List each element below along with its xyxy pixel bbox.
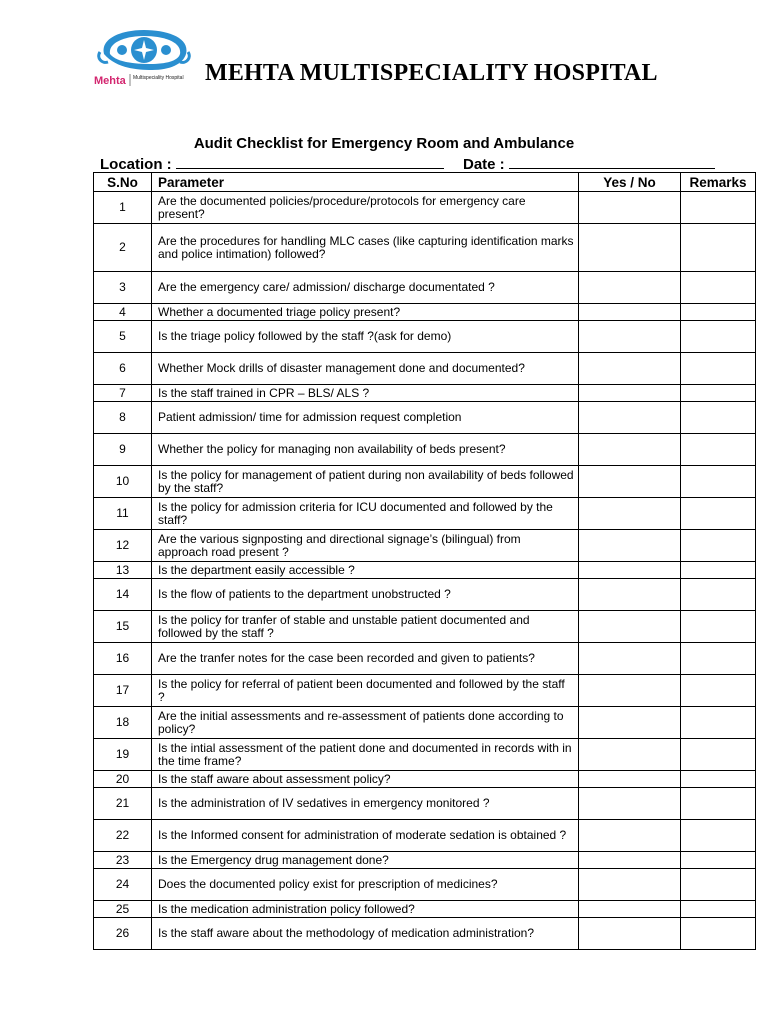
table-row <box>94 643 756 675</box>
row-parameter: Is the policy for referral of patient been documented and followed by the staff ? <box>152 675 579 707</box>
row-parameter: Patient admission/ time for admission request completion <box>152 402 579 434</box>
row-serial-number: 15 <box>94 611 152 643</box>
row-yes-no-cell[interactable] <box>579 643 681 675</box>
row-remarks-cell[interactable] <box>681 643 756 675</box>
row-yes-no-cell[interactable] <box>579 852 681 869</box>
row-yes-no-cell[interactable] <box>579 353 681 385</box>
row-remarks-cell[interactable] <box>681 901 756 918</box>
row-yes-no-cell[interactable] <box>579 788 681 820</box>
row-parameter: Is the triage policy followed by the staff ?(ask for demo) <box>152 321 579 353</box>
row-remarks-cell[interactable] <box>681 466 756 498</box>
row-yes-no-cell[interactable] <box>579 707 681 739</box>
location-label: Location : <box>100 156 172 173</box>
row-serial-number: 19 <box>94 739 152 771</box>
row-parameter: Are the tranfer notes for the case been recorded and given to patients? <box>152 643 579 675</box>
row-parameter: Whether Mock drills of disaster management done and documented? <box>152 353 579 385</box>
row-yes-no-cell[interactable] <box>579 224 681 272</box>
row-remarks-cell[interactable] <box>681 192 756 224</box>
table-row <box>94 579 756 611</box>
row-remarks-cell[interactable] <box>681 530 756 562</box>
table-row <box>94 385 756 402</box>
row-remarks-cell[interactable] <box>681 385 756 402</box>
row-parameter: Is the medication administration policy followed? <box>152 901 579 918</box>
row-parameter: Whether a documented triage policy present? <box>152 304 579 321</box>
column-header-sno: S.No <box>94 173 152 192</box>
row-remarks-cell[interactable] <box>681 788 756 820</box>
row-yes-no-cell[interactable] <box>579 192 681 224</box>
row-serial-number: 25 <box>94 901 152 918</box>
row-yes-no-cell[interactable] <box>579 466 681 498</box>
row-yes-no-cell[interactable] <box>579 820 681 852</box>
row-serial-number: 2 <box>94 224 152 272</box>
column-header-remarks: Remarks <box>681 173 756 192</box>
row-serial-number: 23 <box>94 852 152 869</box>
row-yes-no-cell[interactable] <box>579 434 681 466</box>
table-row <box>94 771 756 788</box>
row-remarks-cell[interactable] <box>681 321 756 353</box>
row-parameter: Is the flow of patients to the department unobstructed ? <box>152 579 579 611</box>
table-row <box>94 611 756 643</box>
row-parameter: Is the staff aware about assessment policy? <box>152 771 579 788</box>
row-serial-number: 26 <box>94 918 152 950</box>
row-remarks-cell[interactable] <box>681 611 756 643</box>
row-serial-number: 8 <box>94 402 152 434</box>
column-header-parameter: Parameter <box>152 173 579 192</box>
table-row <box>94 321 756 353</box>
table-row <box>94 820 756 852</box>
row-serial-number: 14 <box>94 579 152 611</box>
row-remarks-cell[interactable] <box>681 498 756 530</box>
row-remarks-cell[interactable] <box>681 562 756 579</box>
row-yes-no-cell[interactable] <box>579 579 681 611</box>
row-parameter: Is the policy for management of patient during non availability of beds followed by the staff? <box>152 466 579 498</box>
row-serial-number: 13 <box>94 562 152 579</box>
row-serial-number: 21 <box>94 788 152 820</box>
row-yes-no-cell[interactable] <box>579 675 681 707</box>
row-serial-number: 10 <box>94 466 152 498</box>
row-serial-number: 22 <box>94 820 152 852</box>
row-yes-no-cell[interactable] <box>579 304 681 321</box>
row-remarks-cell[interactable] <box>681 820 756 852</box>
row-serial-number: 4 <box>94 304 152 321</box>
row-parameter: Are the procedures for handling MLC cases (like capturing identification marks and police intimation) followed? <box>152 224 579 272</box>
table-row <box>94 852 756 869</box>
column-header-yes-no: Yes / No <box>579 173 681 192</box>
row-parameter: Is the Emergency drug management done? <box>152 852 579 869</box>
row-serial-number: 17 <box>94 675 152 707</box>
table-row <box>94 869 756 901</box>
audit-checklist-table <box>93 172 756 950</box>
location-blank[interactable] <box>176 155 444 169</box>
table-row <box>94 562 756 579</box>
logo-sub-text: Multispeciality Hospital <box>133 75 184 81</box>
table-row <box>94 192 756 224</box>
table-row <box>94 918 756 950</box>
row-serial-number: 12 <box>94 530 152 562</box>
hospital-name: MEHTA MULTISPECIALITY HOSPITAL <box>205 60 658 86</box>
row-parameter: Are the emergency care/ admission/ discharge documentated ? <box>152 272 579 304</box>
row-remarks-cell[interactable] <box>681 579 756 611</box>
row-remarks-cell[interactable] <box>681 771 756 788</box>
row-yes-no-cell[interactable] <box>579 869 681 901</box>
row-parameter: Is the policy for tranfer of stable and unstable patient documented and followed by the staff ? <box>152 611 579 643</box>
row-yes-no-cell[interactable] <box>579 385 681 402</box>
table-row <box>94 304 756 321</box>
row-serial-number: 6 <box>94 353 152 385</box>
row-serial-number: 3 <box>94 272 152 304</box>
row-serial-number: 24 <box>94 869 152 901</box>
row-yes-no-cell[interactable] <box>579 272 681 304</box>
row-remarks-cell[interactable] <box>681 304 756 321</box>
table-row <box>94 434 756 466</box>
table-row <box>94 272 756 304</box>
row-yes-no-cell[interactable] <box>579 402 681 434</box>
table-row <box>94 739 756 771</box>
hospital-logo <box>92 24 196 88</box>
row-remarks-cell[interactable] <box>681 707 756 739</box>
row-serial-number: 7 <box>94 385 152 402</box>
table-row <box>94 466 756 498</box>
row-remarks-cell[interactable] <box>681 852 756 869</box>
row-remarks-cell[interactable] <box>681 434 756 466</box>
table-header-row <box>94 173 756 192</box>
row-yes-no-cell[interactable] <box>579 562 681 579</box>
row-yes-no-cell[interactable] <box>579 530 681 562</box>
row-parameter: Is the staff aware about the methodology of medication administration? <box>152 918 579 950</box>
date-field[interactable] <box>463 155 715 173</box>
date-blank[interactable] <box>509 155 715 169</box>
row-serial-number: 16 <box>94 643 152 675</box>
table-row <box>94 402 756 434</box>
row-remarks-cell[interactable] <box>681 918 756 950</box>
row-parameter: Whether the policy for managing non availability of beds present? <box>152 434 579 466</box>
row-serial-number: 9 <box>94 434 152 466</box>
row-serial-number: 5 <box>94 321 152 353</box>
row-serial-number: 18 <box>94 707 152 739</box>
table-row <box>94 498 756 530</box>
row-remarks-cell[interactable] <box>681 739 756 771</box>
row-yes-no-cell[interactable] <box>579 498 681 530</box>
row-remarks-cell[interactable] <box>681 675 756 707</box>
row-parameter: Does the documented policy exist for prescription of medicines? <box>152 869 579 901</box>
row-parameter: Is the intial assessment of the patient done and documented in records with in the time frame? <box>152 739 579 771</box>
row-remarks-cell[interactable] <box>681 869 756 901</box>
table-row <box>94 224 756 272</box>
table-row <box>94 530 756 562</box>
location-field[interactable] <box>100 155 444 173</box>
row-yes-no-cell[interactable] <box>579 739 681 771</box>
row-remarks-cell[interactable] <box>681 224 756 272</box>
table-row <box>94 707 756 739</box>
row-yes-no-cell[interactable] <box>579 771 681 788</box>
row-parameter: Is the administration of IV sedatives in emergency monitored ? <box>152 788 579 820</box>
row-parameter: Are the various signposting and directional signage’s (bilingual) from approach road present ? <box>152 530 579 562</box>
row-parameter: Is the staff trained in CPR – BLS/ ALS ? <box>152 385 579 402</box>
row-yes-no-cell[interactable] <box>579 918 681 950</box>
row-remarks-cell[interactable] <box>681 402 756 434</box>
row-yes-no-cell[interactable] <box>579 611 681 643</box>
row-serial-number: 11 <box>94 498 152 530</box>
row-parameter: Are the documented policies/procedure/protocols for emergency care present? <box>152 192 579 224</box>
row-serial-number: 1 <box>94 192 152 224</box>
table-row <box>94 353 756 385</box>
row-parameter: Is the department easily accessible ? <box>152 562 579 579</box>
row-remarks-cell[interactable] <box>681 272 756 304</box>
table-row <box>94 675 756 707</box>
logo-brand-text: Mehta <box>94 75 126 87</box>
row-yes-no-cell[interactable] <box>579 901 681 918</box>
row-parameter: Are the initial assessments and re-assessment of patients done according to policy? <box>152 707 579 739</box>
date-label: Date : <box>463 156 505 173</box>
row-serial-number: 20 <box>94 771 152 788</box>
table-row <box>94 901 756 918</box>
table-row <box>94 788 756 820</box>
row-parameter: Is the Informed consent for administration of moderate sedation is obtained ? <box>152 820 579 852</box>
row-yes-no-cell[interactable] <box>579 321 681 353</box>
document-title: Audit Checklist for Emergency Room and Ambulance <box>193 135 575 152</box>
row-remarks-cell[interactable] <box>681 353 756 385</box>
row-parameter: Is the policy for admission criteria for ICU documented and followed by the staff? <box>152 498 579 530</box>
